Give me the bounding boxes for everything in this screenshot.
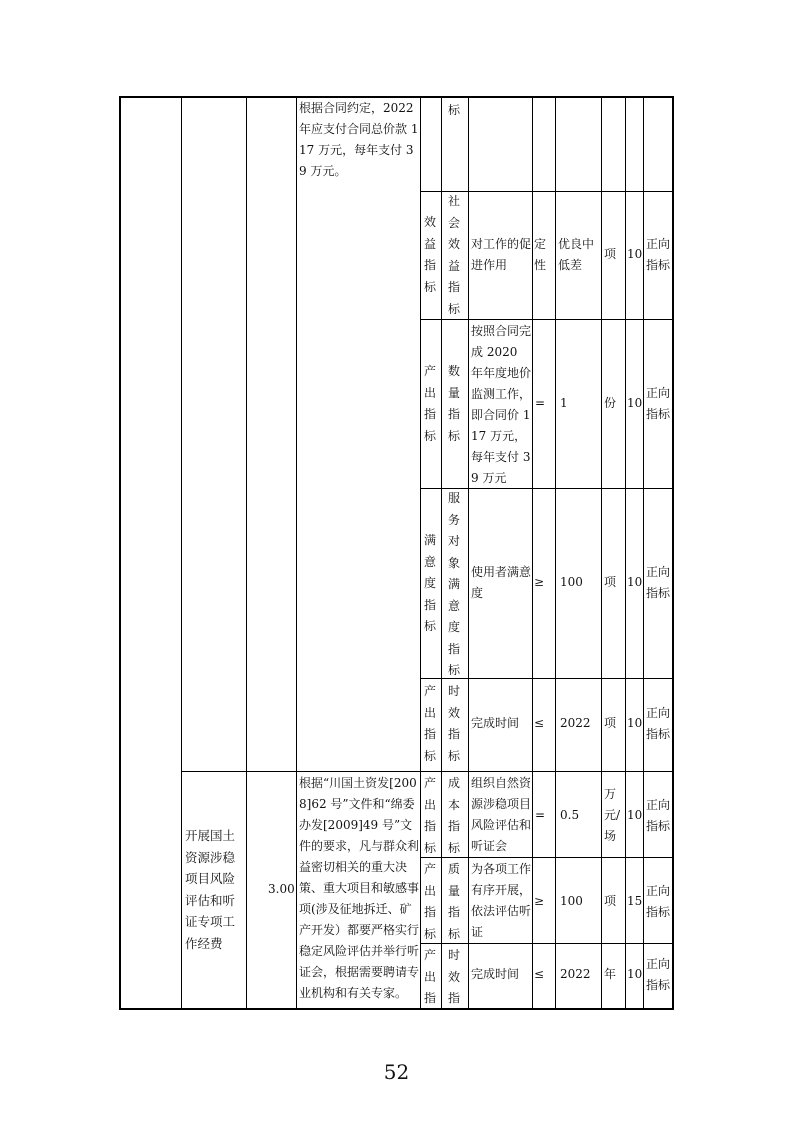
row1-direction: 正向指标 — [646, 237, 671, 272]
col-line — [625, 96, 626, 1009]
row1-level2: 社会效益指标 — [447, 194, 460, 316]
basis-text-upper: 根据合同约定，2022 年应支付合同总价款 117 万元，每年支付 39 万元。 — [299, 101, 419, 178]
table-border-right — [672, 96, 674, 1009]
row0-level2: 标 — [447, 103, 460, 117]
row4-symbol: ≤ — [534, 716, 545, 730]
lrow2-level2: 时效指 — [447, 948, 460, 1005]
col-line — [420, 96, 421, 1009]
lrow2-direction: 正向指标 — [646, 957, 671, 992]
col-line — [555, 96, 556, 1009]
col-line — [296, 96, 297, 1009]
basis-text-lower: 根据“川国土资发[2008]62 号”文件和“绵委办发[2009]49 号”文件的要求，凡与群众利益密切相关的重大决策、重大项目和敏感事项(涉及征地拆迁、矿产开发）都要严格实行稳定风险评估并举行听证会，根据需要聘请专业机构和有关专家。 — [299, 776, 420, 1000]
row3-weight: 10 — [627, 575, 643, 589]
page-number: 52 — [383, 1060, 410, 1084]
row4-value: 2022 — [560, 716, 591, 730]
col-line — [601, 96, 602, 1009]
row4-unit: 项 — [604, 716, 617, 730]
col-line — [246, 96, 247, 1009]
project-amount: 3.00 — [268, 882, 295, 896]
col-line — [643, 96, 644, 1009]
row2-unit: 份 — [604, 396, 617, 410]
row2-value: 1 — [560, 396, 568, 410]
table-border-left — [119, 96, 121, 1009]
project-name: 开展国土资源涉稳项目风险评估和听证专项工作经费 — [185, 828, 236, 951]
lrow2-weight: 10 — [627, 967, 643, 981]
lrow1-unit: 项 — [604, 894, 617, 908]
lrow0-level2: 成本指标 — [447, 776, 460, 855]
table-border-bottom — [119, 1008, 674, 1010]
lrow0-level1: 产出指标 — [423, 776, 436, 855]
row4-weight: 10 — [627, 716, 643, 730]
row2-weight: 10 — [627, 396, 643, 410]
row1-indicator: 对工作的促进作用 — [471, 237, 532, 272]
lrow0-value: 0.5 — [560, 808, 580, 822]
lrow1-level1: 产出指标 — [423, 862, 436, 941]
row3-level1: 满意度指标 — [423, 533, 436, 633]
lrow1-symbol: ≥ — [534, 894, 545, 908]
row3-unit: 项 — [604, 575, 617, 589]
row2-direction: 正向指标 — [646, 386, 671, 421]
lrow1-weight: 15 — [627, 894, 643, 908]
row4-level2: 时效指标 — [447, 684, 460, 763]
row2-level1: 产出指标 — [423, 364, 436, 443]
row4-indicator: 完成时间 — [471, 716, 520, 730]
row2-level2: 数量指标 — [447, 364, 460, 443]
row3-value: 100 — [560, 575, 583, 589]
col-line — [181, 96, 182, 1009]
row4-direction: 正向指标 — [646, 706, 671, 741]
lrow2-indicator: 完成时间 — [471, 967, 520, 981]
row2-symbol: = — [535, 396, 546, 410]
lrow2-symbol: ≤ — [534, 967, 545, 981]
lrow0-direction: 正向指标 — [646, 798, 671, 833]
row4-level1: 产出指标 — [423, 684, 436, 763]
lrow2-unit: 年 — [604, 967, 617, 981]
lrow1-level2: 质量指标 — [447, 862, 460, 941]
lrow1-direction: 正向指标 — [646, 884, 671, 919]
row3-direction: 正向指标 — [646, 565, 671, 600]
row1-value: 优良中低差 — [558, 237, 595, 272]
col-line — [468, 96, 469, 1009]
col-line — [441, 96, 442, 1009]
row1-level1: 效益指标 — [423, 215, 436, 294]
row3-indicator: 使用者满意度 — [471, 565, 532, 600]
row3-level2: 服务对象满意度指标 — [447, 491, 460, 677]
row-line — [181, 771, 673, 772]
row1-symbol: 定性 — [534, 237, 547, 272]
lrow0-unit: 万元/场 — [604, 787, 621, 843]
row2-indicator: 按照合同完成 2020 年年度地价监测工作，即合同价 117 万元，每年支付 39 万元 — [471, 324, 532, 485]
row1-unit: 项 — [604, 247, 617, 261]
lrow2-value: 2022 — [560, 967, 591, 981]
lrow0-symbol: = — [535, 808, 546, 822]
lrow0-indicator: 组织自然资源涉稳项目风险评估和听证会 — [471, 776, 532, 853]
lrow1-indicator: 为各项工作有序开展，依法评估听证 — [471, 862, 532, 939]
lrow2-level1: 产出指 — [423, 948, 436, 1005]
lrow0-weight: 10 — [627, 808, 643, 822]
row3-symbol: ≥ — [534, 575, 545, 589]
row1-weight: 10 — [627, 247, 643, 261]
lrow1-value: 100 — [560, 894, 583, 908]
